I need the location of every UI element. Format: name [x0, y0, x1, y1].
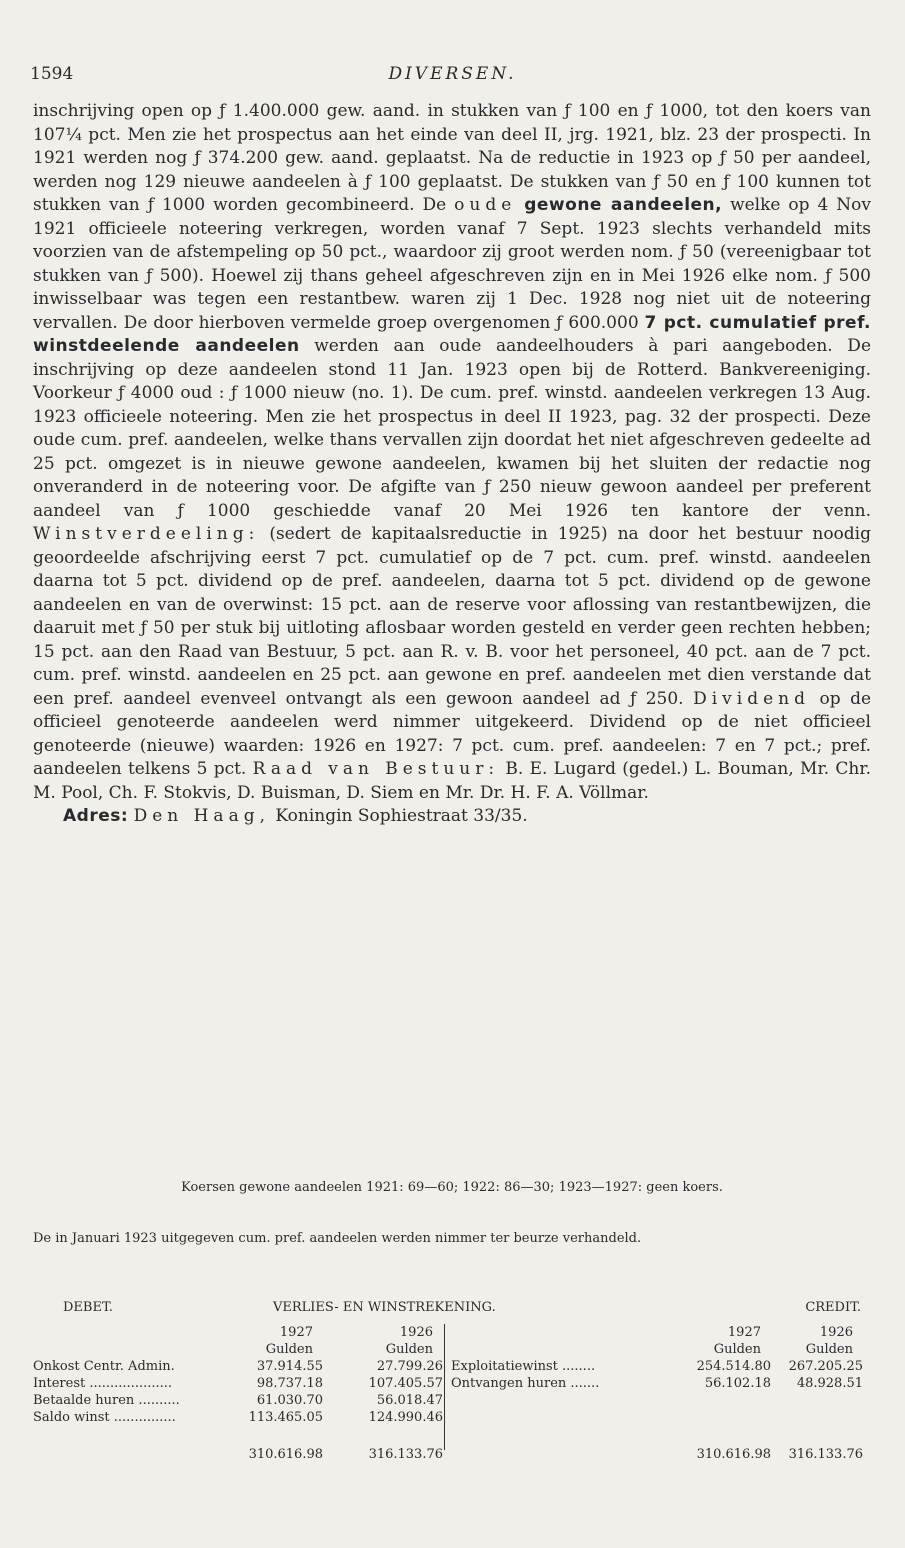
text-bold: 7 pct. cumulatief pref. winstdeelende aandeelen	[33, 312, 871, 356]
text-bold: gewone aandeelen,	[524, 195, 723, 215]
debit-year-header	[33, 1324, 443, 1341]
row-value-1926: 56.018.47	[376, 1393, 443, 1408]
body-paragraph	[33, 100, 871, 805]
row-value-1926: 124.990.46	[368, 1410, 443, 1425]
row-label: Onkost Centr. Admin.	[33, 1359, 175, 1374]
page-header	[30, 64, 875, 94]
debit-unit: Gulden	[265, 1342, 313, 1357]
total-1927: 310.616.98	[248, 1447, 323, 1462]
address-city: Den Haag,	[133, 806, 270, 826]
row-value-1926: 267.205.25	[788, 1359, 863, 1374]
table-row	[33, 1409, 443, 1426]
row-label: Betaalde huren ..........	[33, 1393, 180, 1408]
credit-year-header	[451, 1324, 871, 1341]
debit-year-1926: 1926	[399, 1325, 433, 1340]
credit-year-1926: 1926	[819, 1325, 853, 1340]
row-value-1927: 61.030.70	[256, 1393, 323, 1408]
debit-unit-header	[33, 1341, 443, 1358]
text-segment: (sedert de kapitaalsreductie in 1925) na door het bestuur noodig geoordeelde afschrijving eerst 7 pct. cumulatief op de 7 pct. cum. pref. winstd. aandeelen daarna tot 5 pct. dividend op de pref. aandeelen, daarna tot 5 pct. dividend op de gewone aandeelen en van de overwinst: 15 pct. aan de reserve voor aflossing van restantbewijzen, die daaruit met ƒ 50 per stuk bij uitloting aflosbaar worden gesteld en verder geen rechten hebben; 15 pct. aan den Raad van Bestuur, 5 pct. aan R. v. B. voor het personeel, 40 pct. aan de 7 pct. cum. pref. winstd. aandeelen en 25 pct. aan gewone en pref. aandeelen met dien verstande dat een pref. aandeel evenveel ontvangt als een gewoon aandeel ad ƒ 250.	[33, 524, 871, 709]
row-label: Exploitatiewinst ........	[451, 1359, 596, 1374]
column-divider	[444, 1324, 445, 1450]
profit-loss-account	[33, 1300, 871, 1462]
text-segment: op de officieel genoteerde aandeelen werd nimmer uitgekeerd. Dividend op de niet officieel genoteerde (nieuwe) waarden: 1926 en 1927: 7 pct. cum. pref. aandeelen: 7 en 7 pct.; pref. aandeelen telkens 5 pct.	[33, 688, 872, 779]
row-value-1926: 27.799.26	[376, 1359, 443, 1374]
text-segment: B. E. Lugard (gedel.) L. Bouman, Mr. Chr. M. Pool, Ch. F. Stokvis, D. Buisman, D. Siem en Mr. Dr. H. F. A. Völlmar.	[33, 759, 872, 803]
address-label: Adres:	[63, 806, 129, 826]
row-label: Interest ....................	[33, 1376, 173, 1391]
credit-unit: Gulden	[805, 1342, 853, 1357]
row-label: Ontvangen huren .......	[451, 1376, 600, 1391]
row-value-1927: 56.102.18	[704, 1376, 771, 1391]
credit-year-1927: 1927	[727, 1325, 761, 1340]
address-line	[33, 805, 871, 829]
row-value-1927: 113.465.05	[248, 1410, 323, 1425]
total-1926: 316.133.76	[368, 1447, 443, 1462]
running-title: DIVERSEN.	[388, 64, 517, 84]
table-row	[451, 1375, 871, 1392]
table-row	[33, 1375, 443, 1392]
text-spaced: Dividend	[693, 688, 810, 709]
debit-totals	[33, 1444, 443, 1466]
body-text	[33, 100, 871, 829]
text-spaced: Winstverdeeling:	[33, 524, 260, 544]
credit-unit-header	[451, 1341, 871, 1358]
credit-side	[451, 1324, 871, 1466]
debit-unit: Gulden	[385, 1342, 433, 1357]
row-value-1927: 254.514.80	[696, 1359, 771, 1374]
table-row	[33, 1392, 443, 1409]
row-value-1927: 37.914.55	[256, 1359, 323, 1374]
debit-year-1927: 1927	[279, 1325, 313, 1340]
note-line: De in Januari 1923 uitgegeven cum. pref. aandeelen werden nimmer ter beurze verhandeld.	[33, 1231, 642, 1246]
debit-side	[33, 1324, 443, 1466]
credit-totals	[451, 1444, 871, 1466]
credit-label: CREDIT.	[805, 1300, 861, 1315]
table-row	[33, 1358, 443, 1375]
total-1926: 316.133.76	[788, 1447, 863, 1462]
row-value-1927: 98.737.18	[256, 1376, 323, 1391]
text-spaced: Raad van Bestuur:	[252, 759, 500, 779]
credit-unit: Gulden	[713, 1342, 761, 1357]
text-segment: werden aan oude aandeelhouders à pari aangeboden. De inschrijving op deze aandeelen stond 11 Jan. 1923 open bij de Rotterd. Bankvereeniging. Voorkeur ƒ 4000 oud : ƒ 1000 nieuw (no. 1). De cum. pref. winstd. aandeelen verkregen 13 Aug. 1923 officieele noteering. Men zie het prospectus in deel II 1923, pag. 32 der prospecti. Deze oude cum. pref. aandeelen, welke thans vervallen zijn doordat het niet afgeschreven gedeelte ad 25 pct. omgezet is in nieuwe gewone aandeelen, kwamen bij het sluiten der redactie nog onveranderd in de noteering voor. De afgifte van ƒ 250 nieuw gewoon aandeel per preferent aandeel van ƒ 1000 geschiedde vanaf 20 Mei 1926 ten kantore der venn.	[33, 336, 872, 521]
account-headings	[33, 1300, 871, 1324]
text-segment: welke op 4 Nov 1921 officieele noteering verkregen, worden vanaf 7 Sept. 1923 slechts verhandeld mits voorzien van de afstempeling op 50 pct., waardoor zij groot werden nom. ƒ 50 (vereenigbaar tot stukken van ƒ 500). Hoewel zij thans geheel afgeschreven zijn en in Mei 1926 elke nom. ƒ 500 inwisselbaar was tegen een restantbew. waren zij 1 Dec. 1928 nog niet uit de noteering vervallen. De door hierboven vermelde groep overgenomen ƒ 600.000	[33, 195, 871, 333]
spacer-row	[451, 1392, 871, 1426]
row-value-1926: 107.405.57	[368, 1376, 443, 1391]
page-number: 1594	[30, 64, 74, 84]
koersen-line: Koersen gewone aandeelen 1921: 69—60; 1922: 86—30; 1923—1927: geen koers.	[181, 1180, 723, 1195]
debet-label: DEBET.	[63, 1300, 113, 1315]
address-street: Koningin Sophiestraat 33/35.	[275, 806, 528, 826]
text-spaced: oude	[454, 195, 517, 215]
text-segment: inschrijving open op ƒ 1.400.000 gew. aand. in stukken van ƒ 100 en ƒ 1000, tot den koers van 107¼ pct. Men zie het prospectus aan het einde van deel II, jrg. 1921, blz. 23 der prospecti. In 1921 werden nog ƒ 374.200 gew. aand. geplaatst. Na de reductie in 1923 op ƒ 50 per aandeel, werden nog 129 nieuwe aandeelen à ƒ 100 geplaatst. De stukken van ƒ 50 en ƒ 100 kunnen tot stukken van ƒ 1000 worden gecombineerd. De	[33, 101, 871, 215]
account-title: VERLIES- EN WINSTREKENING.	[273, 1300, 496, 1315]
row-value-1926: 48.928.51	[796, 1376, 863, 1391]
total-1927: 310.616.98	[696, 1447, 771, 1462]
row-label: Saldo winst ...............	[33, 1410, 176, 1425]
table-row	[451, 1358, 871, 1375]
